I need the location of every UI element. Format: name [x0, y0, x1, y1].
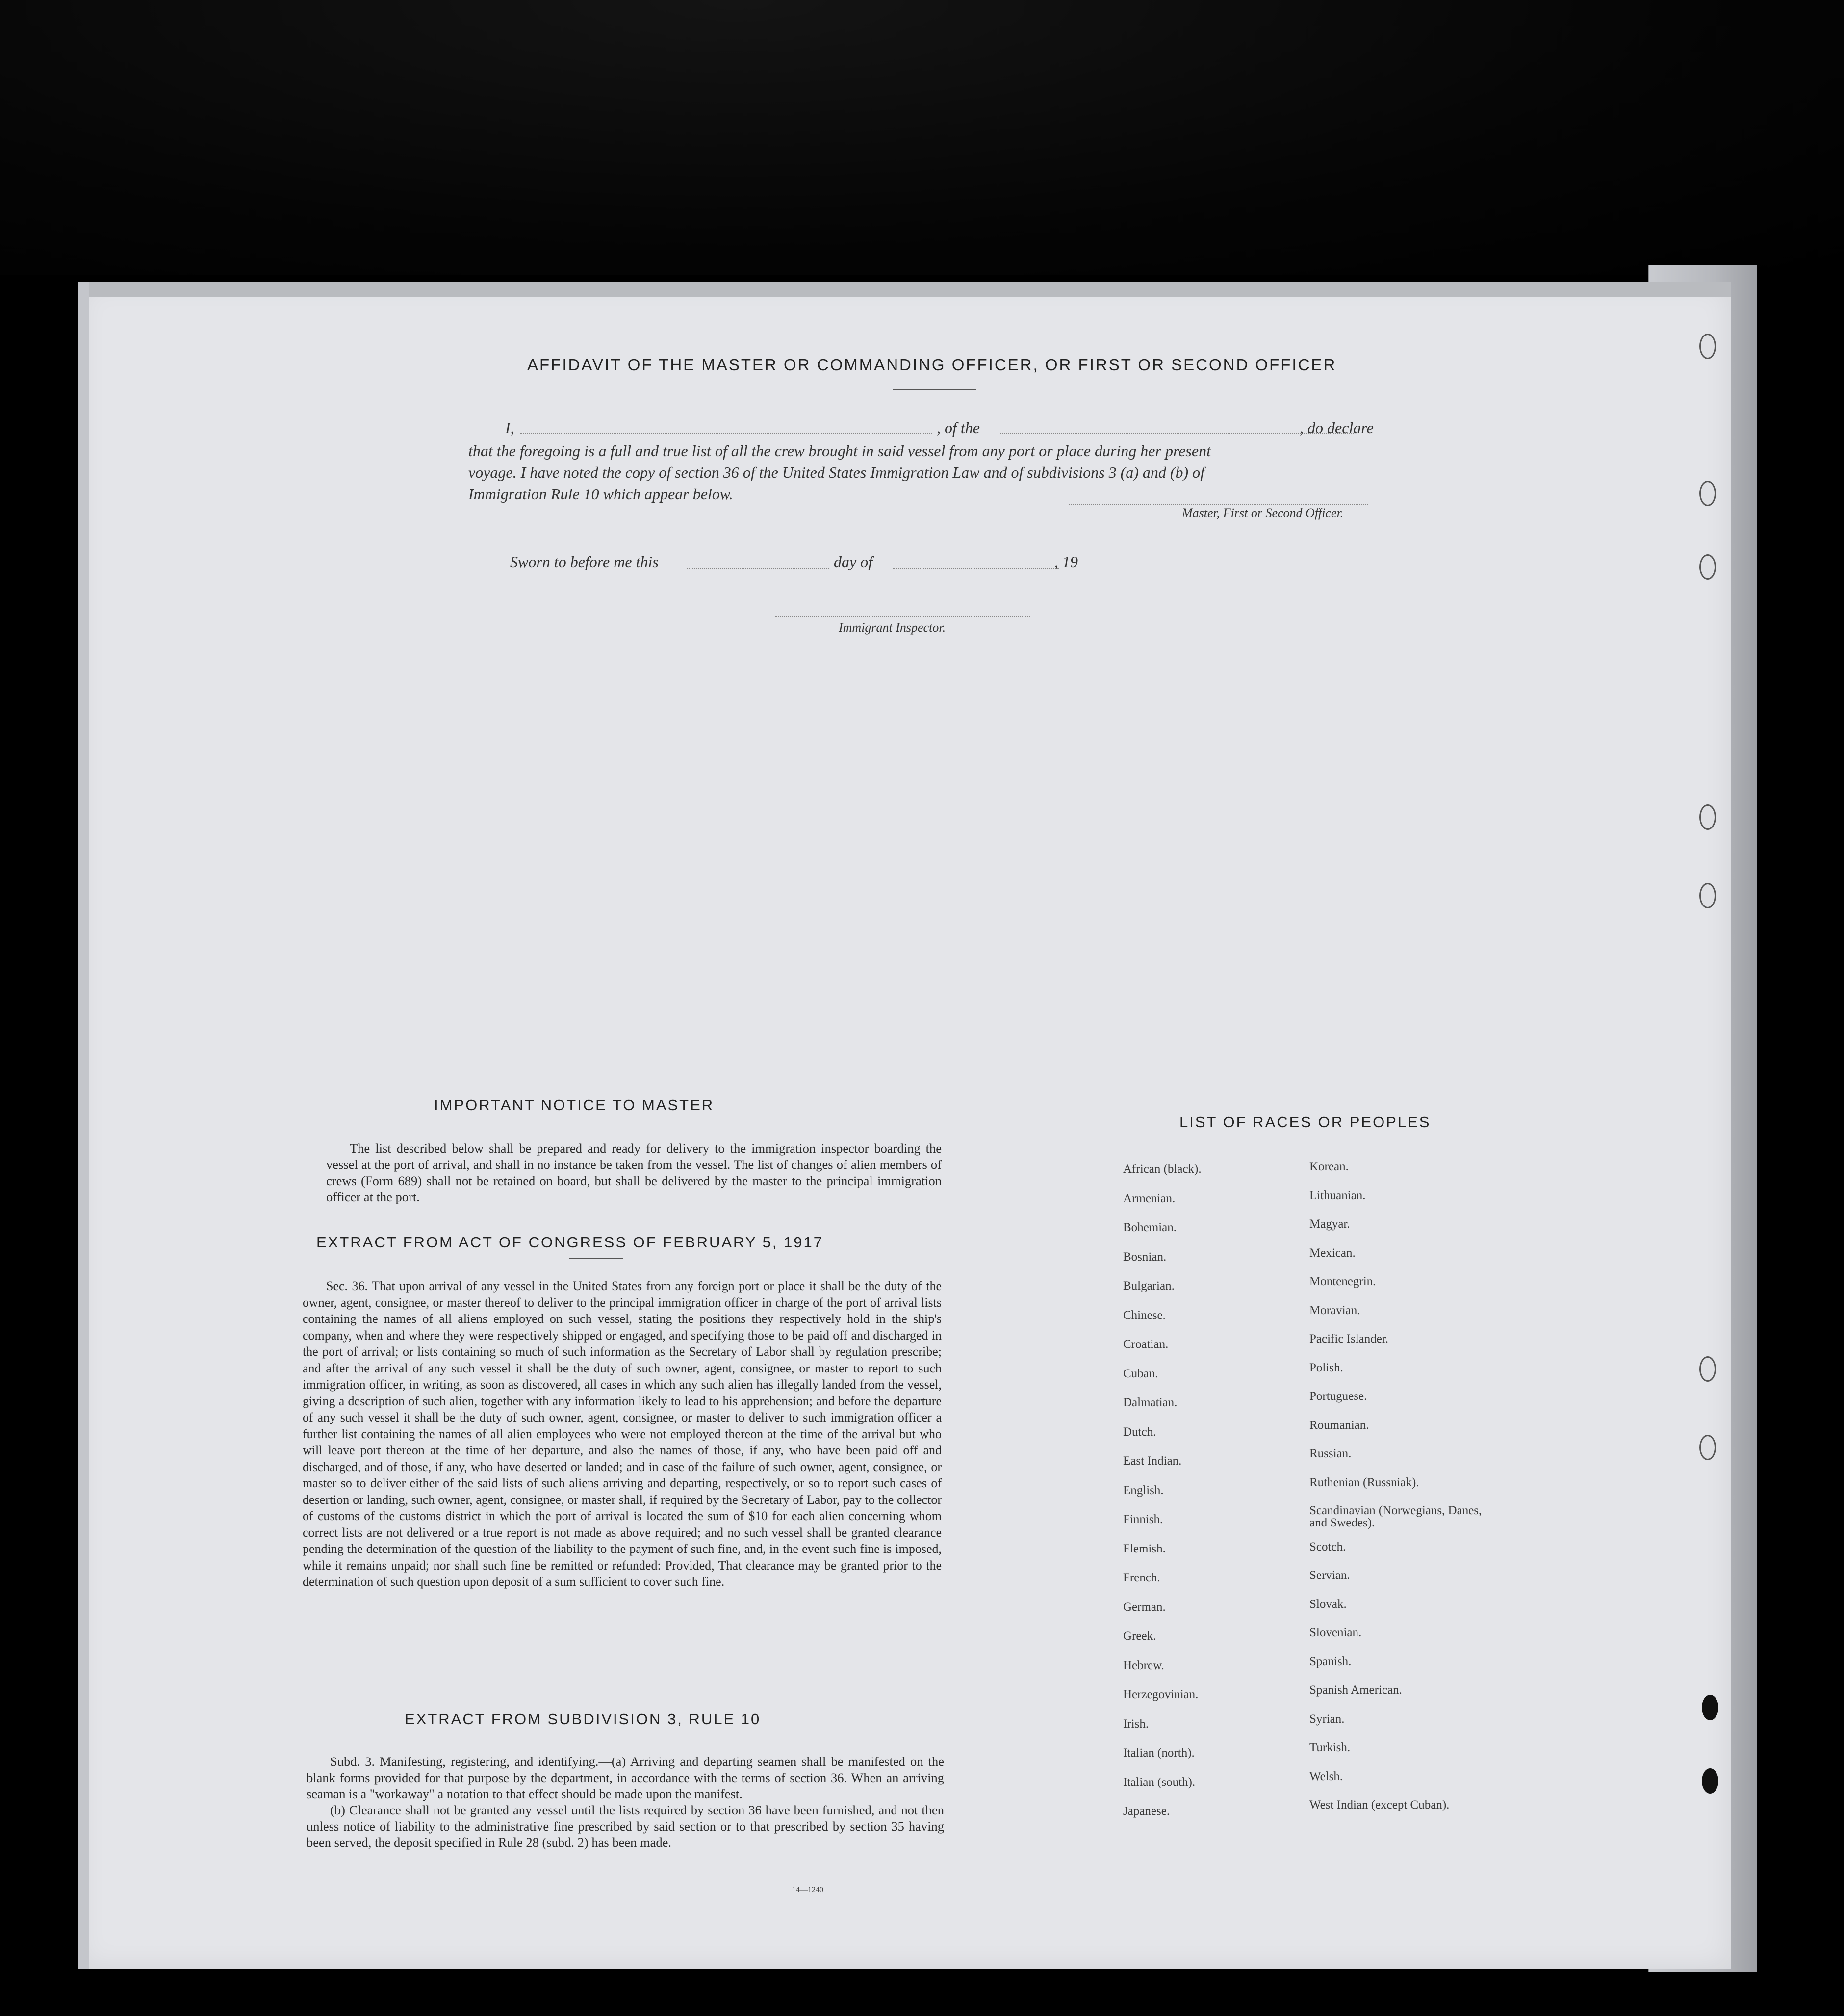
race-item: Dalmatian. — [1123, 1396, 1178, 1409]
race-item: Lithuanian. — [1309, 1189, 1366, 1202]
sworn-text: Sworn to before me this — [510, 553, 659, 570]
race-item: Bulgarian. — [1123, 1279, 1175, 1292]
act-rule — [569, 1258, 623, 1259]
race-item: Chinese. — [1123, 1308, 1166, 1322]
rule-extract-text — [307, 1754, 944, 1851]
race-item: Moravian. — [1309, 1303, 1360, 1317]
race-item: Armenian. — [1123, 1191, 1176, 1205]
form-code: 14—1240 — [792, 1886, 823, 1894]
binder-hole — [1699, 883, 1716, 908]
page-top-border — [78, 282, 1731, 297]
title-rule — [893, 389, 976, 390]
race-item: Flemish. — [1123, 1542, 1166, 1555]
inspector-label: Immigrant Inspector. — [839, 620, 946, 635]
race-item: West Indian (except Cuban). — [1309, 1798, 1450, 1811]
page-left-border — [78, 282, 89, 1969]
binder-hole-punched — [1702, 1695, 1718, 1720]
races-column-2 — [1309, 1160, 1584, 1847]
name-field-line — [520, 433, 932, 434]
affidavit-i: I, — [505, 419, 514, 437]
race-item: Spanish American. — [1309, 1683, 1402, 1697]
race-item: Japanese. — [1123, 1805, 1170, 1818]
month-field-line — [893, 568, 1059, 569]
race-item: German. — [1123, 1600, 1166, 1614]
rule-extract-title: EXTRACT FROM SUBDIVISION 3, RULE 10 — [405, 1710, 761, 1728]
race-item: Slovenian. — [1309, 1626, 1362, 1639]
race-item: English. — [1123, 1483, 1164, 1497]
race-item: Italian (south). — [1123, 1775, 1196, 1789]
race-item: Polish. — [1309, 1361, 1343, 1374]
race-item: Portuguese. — [1309, 1390, 1367, 1403]
race-item: Syrian. — [1309, 1712, 1345, 1726]
race-item: African (black). — [1123, 1163, 1202, 1176]
notice-title: IMPORTANT NOTICE TO MASTER — [434, 1096, 715, 1113]
document-page — [78, 282, 1731, 1969]
race-item: Turkish. — [1309, 1741, 1351, 1754]
race-item: Cuban. — [1123, 1367, 1158, 1380]
affidavit-line-4: Immigration Rule 10 which appear below. — [468, 485, 733, 503]
race-item: Dutch. — [1123, 1425, 1156, 1439]
act-extract-title: EXTRACT FROM ACT OF CONGRESS OF FEBRUARY 5, 1917 — [316, 1234, 824, 1251]
race-item: Servian. — [1309, 1569, 1350, 1582]
race-item: Korean. — [1309, 1160, 1349, 1173]
binder-hole — [1699, 554, 1716, 580]
binder-hole — [1699, 804, 1716, 830]
binder-hole-punched — [1702, 1768, 1718, 1794]
inspector-signature-line — [775, 616, 1030, 617]
day-of-text: day of — [834, 553, 873, 570]
race-item: French. — [1123, 1571, 1160, 1584]
signature-label: Master, First or Second Officer. — [1182, 506, 1344, 520]
race-item: Montenegrin. — [1309, 1275, 1376, 1288]
race-item: Pacific Islander. — [1309, 1332, 1389, 1345]
race-item: Magyar. — [1309, 1217, 1350, 1231]
affidavit-line-3: voyage. I have noted the copy of section 36 of the United States Immigration Law and of subdivisions 3 (a) and (b) of — [468, 464, 1205, 481]
binder-hole — [1699, 481, 1716, 506]
affidavit-do-declare: , do declare — [1300, 419, 1374, 437]
act-extract-text: Sec. 36. That upon arrival of any vessel in the United States from any foreign port or place it shall be the duty of the owner, agent, consignee, or master thereof to deliver to the principal immigration officer in charge of the port of arrival lists containing the names of all aliens employed on such vessel, stating the positions they respectively hold in the ship's company, when and where they were respectively shipped or engaged, and specifying those to be paid off and discharged in the port of arrival; or lists containing so much of such information as the Secretary of Labor shall by regulation prescribe; and after the arrival of any such vessel it shall be the duty of such owner, agent, consignee, or master to report to such immigration officer, in writing, as soon as discovered, all cases in which any such alien has illegally landed from the vessel, giving a description of such alien, together with any information likely to lead to his apprehension; and before the departure of any such vessel it shall be the duty of such owner, agent, consignee, or master to deliver to such immigration officer a further list containing the names of all alien employees who were not employed thereon at the time of the arrival but who will leave port thereon at the time of her departure, and also the names of those, if any, who have been paid off and discharged, and of those, if any, who have deserted or landed; and in case of the failure of such owner, agent, consignee, or master so to deliver either of the said lists of such aliens arriving and departing, respectively, or so to report such cases of desertion or landing, such owner, agent, consignee, or master shall, if required by the Secretary of Labor, pay to the collector of customs of the customs district in which the port of arrival is located the sum of $10 for each alien concerning whom correct lists are not delivered or a true report is not made as above required; and no such vessel shall be granted clearance pending the determination of the question of the liability to the payment of such fine, and, in the event such fine is imposed, while it remains unpaid; nor shall such fine be remitted or refunded: Provided, That clearance may be granted prior to the determination of such question upon deposit of a sum sufficient to cover such fine. — [303, 1279, 942, 1589]
binder-hole — [1699, 334, 1716, 359]
race-item: Croatian. — [1123, 1338, 1169, 1351]
binder-hole — [1699, 1356, 1716, 1382]
signature-line — [1069, 504, 1368, 505]
race-item: Welsh. — [1309, 1769, 1343, 1783]
race-item: Scandinavian (Norwegians, Danes, and Swedes). — [1309, 1504, 1482, 1529]
race-item: Ruthenian (Russniak). — [1309, 1475, 1419, 1489]
race-item: Hebrew. — [1123, 1658, 1164, 1672]
scan-background — [0, 0, 1844, 275]
affidavit-title: AFFIDAVIT OF THE MASTER OR COMMANDING OFFICER, OR FIRST OR SECOND OFFICER — [527, 356, 1337, 374]
race-item: Spanish. — [1309, 1654, 1352, 1668]
races-title: LIST OF RACES OR PEOPLES — [1179, 1113, 1431, 1131]
race-item: Bosnian. — [1123, 1250, 1167, 1264]
race-item: Greek. — [1123, 1629, 1156, 1643]
race-item: Roumanian. — [1309, 1418, 1369, 1432]
race-item: Slovak. — [1309, 1597, 1347, 1611]
rule-para-b: (b) Clearance shall not be granted any vessel until the lists required by section 36 have been furnished, and not then unless notice of liability to the administrative fine prescribed by said section or to that prescribed by section 35 having been served, the deposit specified in Rule 28 (subd. 2) has been made. — [307, 1803, 944, 1850]
race-item: Herzegovinian. — [1123, 1688, 1199, 1701]
race-item: Finnish. — [1123, 1513, 1163, 1526]
day-field-line — [687, 568, 829, 569]
race-item: Bohemian. — [1123, 1221, 1177, 1234]
race-item: Scotch. — [1309, 1540, 1346, 1553]
race-item: Russian. — [1309, 1447, 1352, 1460]
notice-text: The list described below shall be prepared and ready for delivery to the immigration inspector boarding the vessel at the port of arrival, and shall in no instance be taken from the vessel. The list of changes of alien members of crews (Form 689) shall not be retained on board, but shall be delivered by the master to the principal immigration officer at the port. — [326, 1141, 942, 1204]
affidavit-of-the: , of the — [937, 419, 980, 437]
affidavit-line-2: that the foregoing is a full and true list of all the crew brought in said vessel from any port or place during her present — [468, 442, 1211, 460]
race-item: Irish. — [1123, 1717, 1149, 1731]
race-item: Mexican. — [1309, 1246, 1356, 1260]
race-item: East Indian. — [1123, 1454, 1182, 1468]
binder-hole — [1699, 1435, 1716, 1460]
year-text: , 19 — [1054, 553, 1078, 570]
races-column-1 — [1123, 1163, 1295, 1849]
rule-para-a: Subd. 3. Manifesting, registering, and identifying.—(a) Arriving and departing seamen shall be manifested on the blank forms provided for that purpose by the department, in accordance with the terms of section 36. When an arriving seaman is a "workaway" a notation to that effect should be made upon the manifest. — [307, 1754, 944, 1801]
race-item: Italian (north). — [1123, 1746, 1195, 1759]
